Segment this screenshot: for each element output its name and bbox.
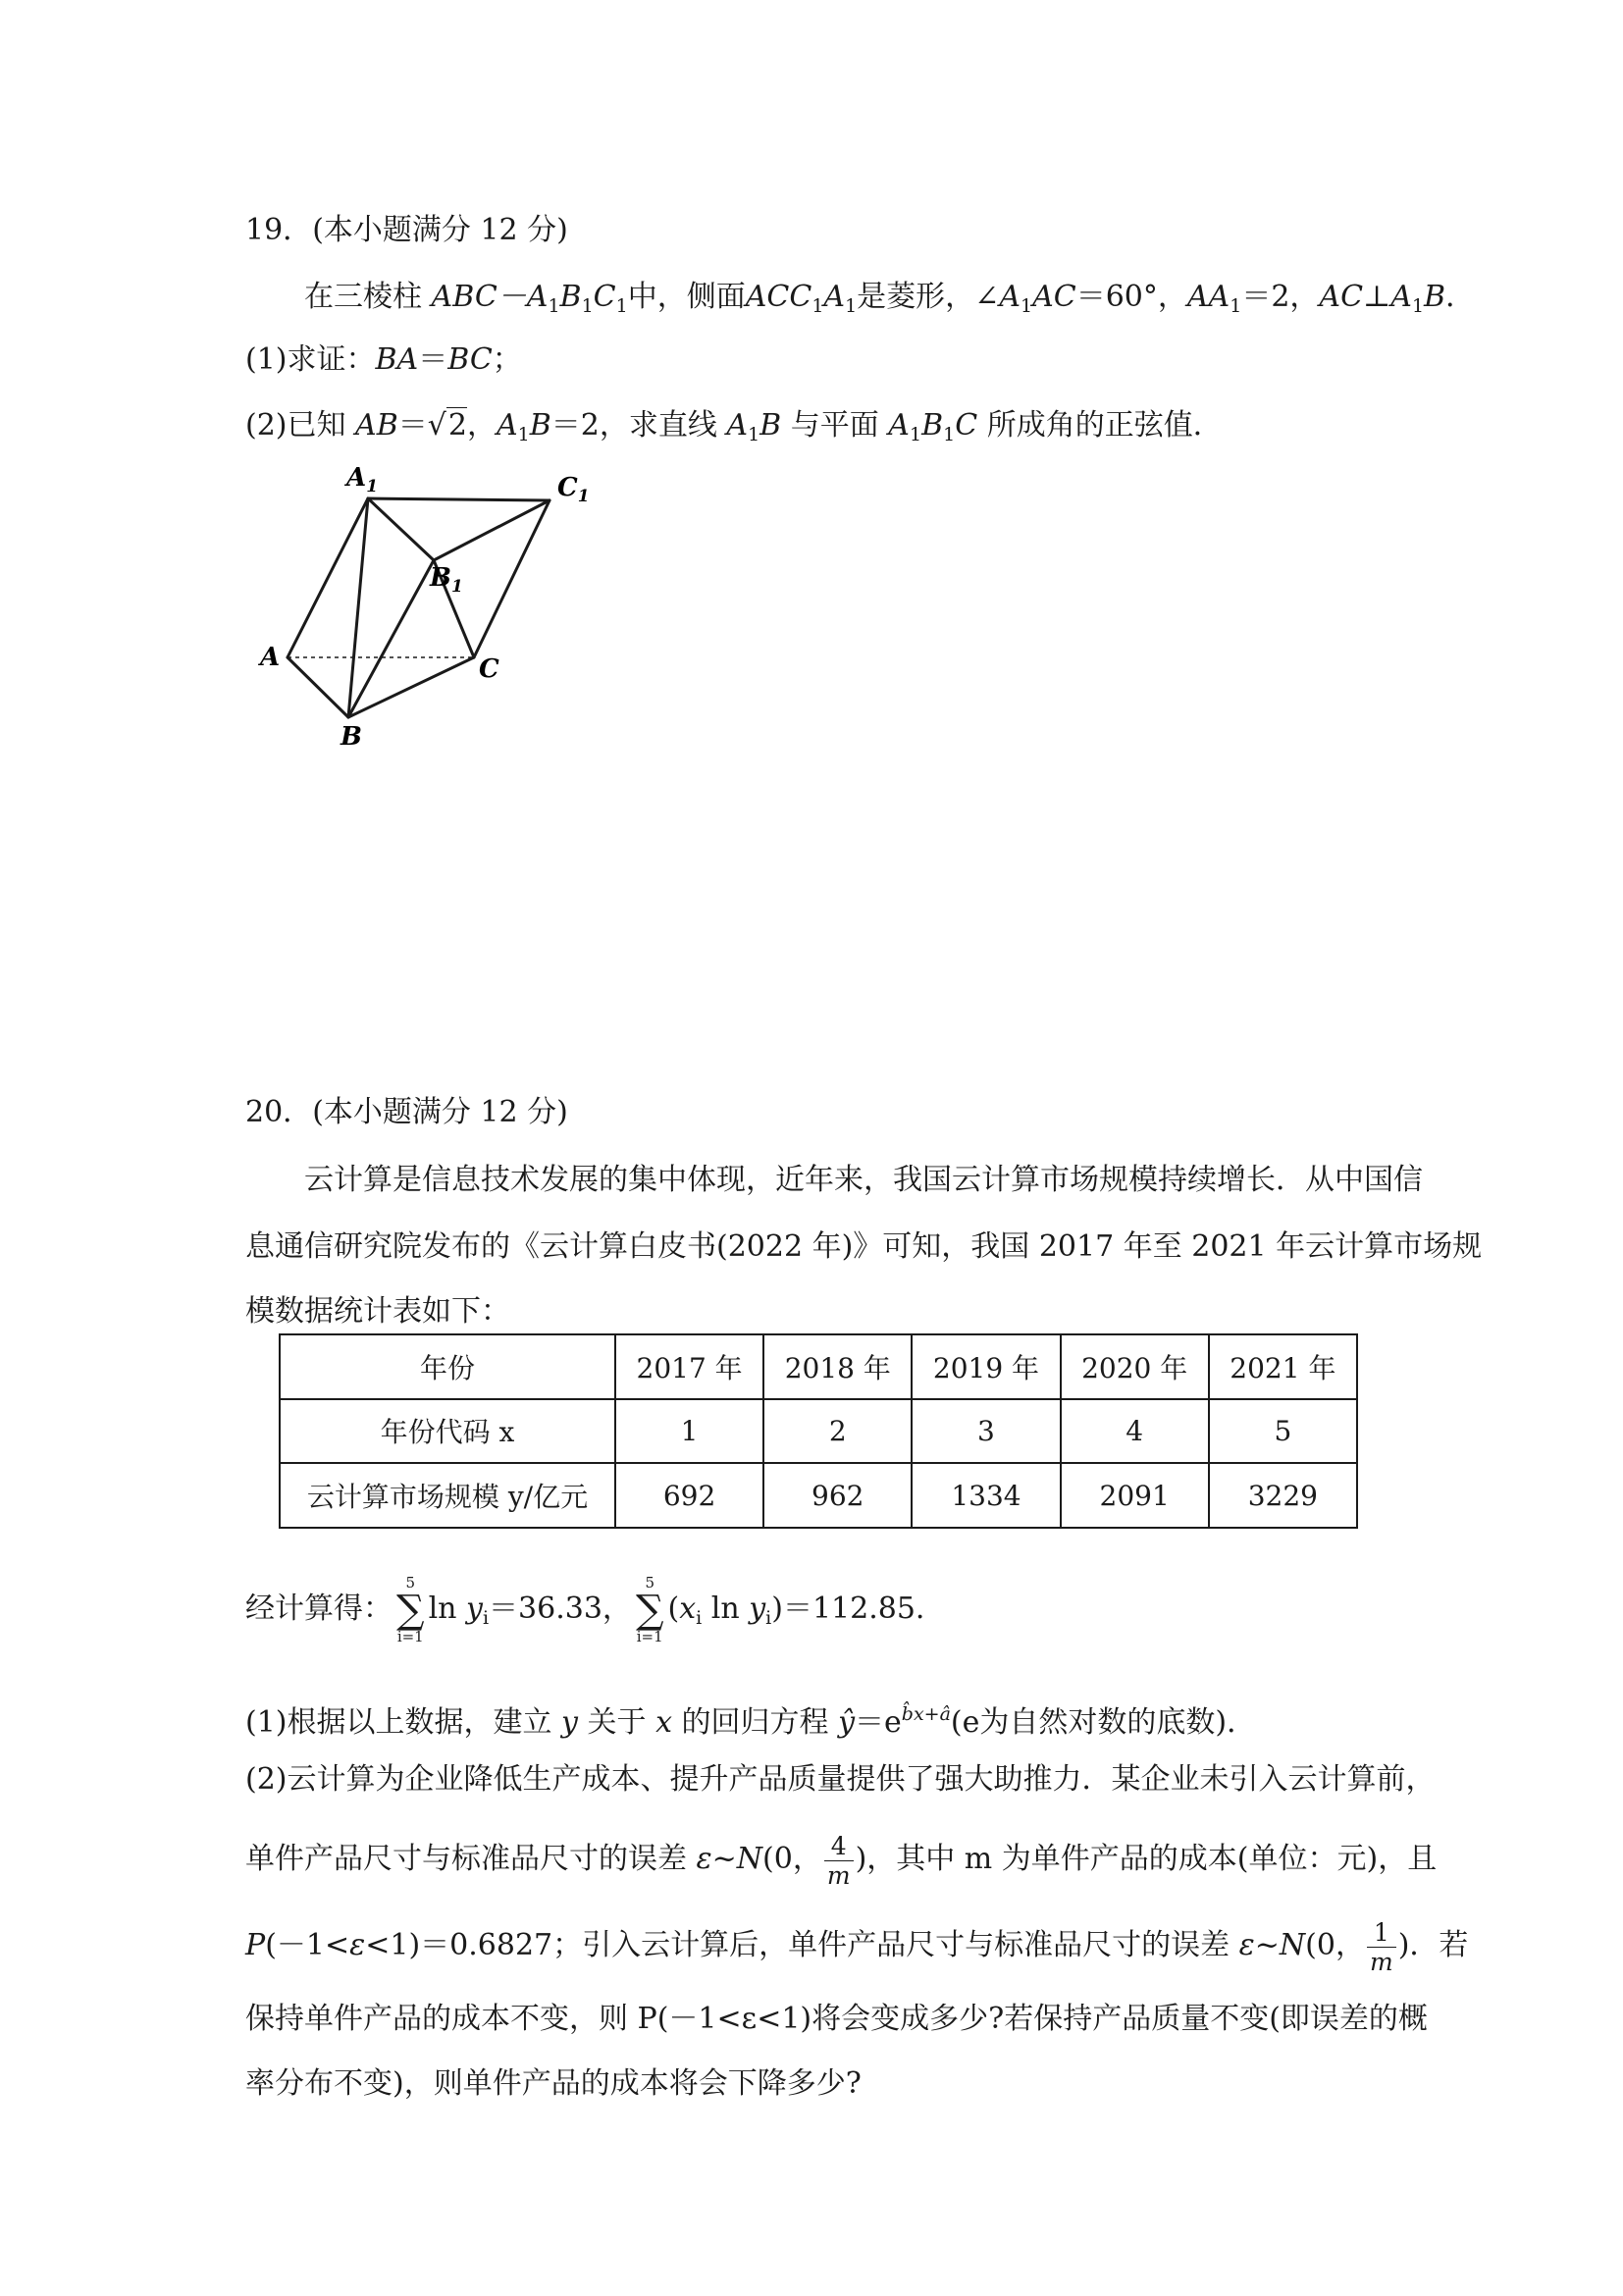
q19-header bbox=[245, 211, 568, 250]
q19-number: 19． bbox=[245, 213, 313, 247]
q19-intro: 在三棱柱 $ABC-A_1B_1C_1$中，侧面$ACC_1A_1$是菱形，$\angle A_1AC=60^\circ$，$AA_1=2$，$AC\perp A_1B$． bbox=[304, 280, 1476, 317]
variance-fraction: $\frac{1}{m}$ bbox=[1367, 1920, 1396, 1974]
q20-score: (本小题满分 12 分) bbox=[312, 1095, 568, 1129]
table-header-cell: 2019 年 bbox=[912, 1334, 1060, 1399]
prism-name: $ABC-A_1B_1C_1$ bbox=[431, 280, 628, 317]
q19-score: (本小题满分 12 分) bbox=[312, 213, 568, 247]
sum-symbol: 5 ∑ i=1 bbox=[396, 1574, 425, 1645]
q20-part2-line2: 单件产品尺寸与标准品尺寸的误差 ε~N(0， $\frac{4}{m}$ )，其中 m 为单件产品的成本(单位：元)，且 bbox=[245, 1831, 1438, 1890]
table-cell: 3229 bbox=[1209, 1463, 1357, 1528]
table-row bbox=[280, 1463, 1357, 1528]
table-header-cell: 2017 年 bbox=[615, 1334, 763, 1399]
edge-a1-b1 bbox=[368, 498, 434, 560]
edge-a-b bbox=[288, 657, 348, 717]
q20-part2-line5: 率分布不变)，则单件产品的成本将会下降多少? bbox=[245, 2066, 862, 2101]
table-header-cell: 2021 年 bbox=[1209, 1334, 1357, 1399]
label-a1: $A_1$ bbox=[346, 463, 379, 496]
edge-b1-c1 bbox=[434, 500, 550, 560]
edge-b-c bbox=[348, 657, 474, 717]
table-cell: 3 bbox=[912, 1399, 1060, 1464]
table-cell: 5 bbox=[1209, 1399, 1357, 1464]
table-cell: 2 bbox=[763, 1399, 912, 1464]
table-header-cell: 年份 bbox=[280, 1334, 615, 1399]
table-cell: 2091 bbox=[1061, 1463, 1209, 1528]
table-header-cell: 2018 年 bbox=[763, 1334, 912, 1399]
q20-para1-line2: 息通信研究院发布的《云计算白皮书(2022 年)》可知，我国 2017 年至 2021 年云计算市场规 bbox=[245, 1229, 1483, 1264]
q20-header bbox=[245, 1093, 568, 1132]
variance-fraction: $\frac{4}{m}$ bbox=[824, 1834, 854, 1888]
table-cell: 1334 bbox=[912, 1463, 1060, 1528]
label-b: B bbox=[340, 722, 362, 752]
q19-part1: (1)求证：BA＝BC； bbox=[245, 342, 522, 377]
table-cell: 4 bbox=[1061, 1399, 1209, 1464]
label-b1: $B_1$ bbox=[430, 563, 463, 597]
label-a: A bbox=[260, 643, 281, 672]
exponent: b̂x+â bbox=[901, 1703, 951, 1725]
table-header-cell: 2020 年 bbox=[1061, 1334, 1209, 1399]
face-name: $ACC_1A_1$ bbox=[745, 280, 858, 317]
label-c: C bbox=[479, 654, 499, 684]
table-row-label: 云计算市场规模 y/亿元 bbox=[280, 1463, 615, 1528]
sum-symbol: 5 ∑ i=1 bbox=[635, 1574, 664, 1645]
q19-part2: (2)已知 AB＝√2，$A_1B=2$，求直线 $A_1B$ 与平面 $A_1B_1C$ 所成角的正弦值． bbox=[245, 408, 1223, 445]
q20-part2-line3: P(－1<ε<1)＝0.6827；引入云计算后，单件产品尺寸与标准品尺寸的误差 ε~N(0， $\frac{1}{m}$ )．若 bbox=[245, 1917, 1469, 1976]
q20-part1: (1)根据以上数据，建立 y 关于 x 的回归方程 $ŷ=e^{b̂x+â}(e$为自然对数的底数)． bbox=[245, 1703, 1257, 1740]
edge-c1-c bbox=[474, 500, 550, 657]
table-row-label: 年份代码 x bbox=[280, 1399, 615, 1464]
label-c1: $C_1$ bbox=[557, 473, 590, 506]
q20-part2-line4: 保持单件产品的成本不变，则 P(－1<ε<1)将会变成多少?若保持产品质量不变(即误差的概 bbox=[245, 2002, 1428, 2036]
table-cell: 692 bbox=[615, 1463, 763, 1528]
edge-a1-c1 bbox=[368, 498, 550, 500]
table-row bbox=[280, 1399, 1357, 1464]
q20-para1-line3: 模数据统计表如下： bbox=[245, 1294, 510, 1329]
q20-number: 20． bbox=[245, 1095, 313, 1129]
q20-calc-line: 经计算得： 5 ∑ i=1 $\ln y_i=36.33$， 5 ∑ i=1 ($x_i$ $\ln y_i)=112.85$. bbox=[245, 1574, 925, 1645]
q20-part2-line1: (2)云计算为企业降低生产成本、提升产品质量提供了强大助推力．某企业未引入云计算前， bbox=[245, 1762, 1436, 1797]
table-row bbox=[280, 1334, 1357, 1399]
table-cell: 1 bbox=[615, 1399, 763, 1464]
cloud-market-table bbox=[279, 1333, 1358, 1529]
q20-para1-line1: 云计算是信息技术发展的集中体现，近年来，我国云计算市场规模持续增长．从中国信 bbox=[304, 1163, 1423, 1197]
prism-figure bbox=[245, 456, 608, 760]
table-cell: 962 bbox=[763, 1463, 912, 1528]
sqrt-value: 2 bbox=[447, 408, 467, 443]
